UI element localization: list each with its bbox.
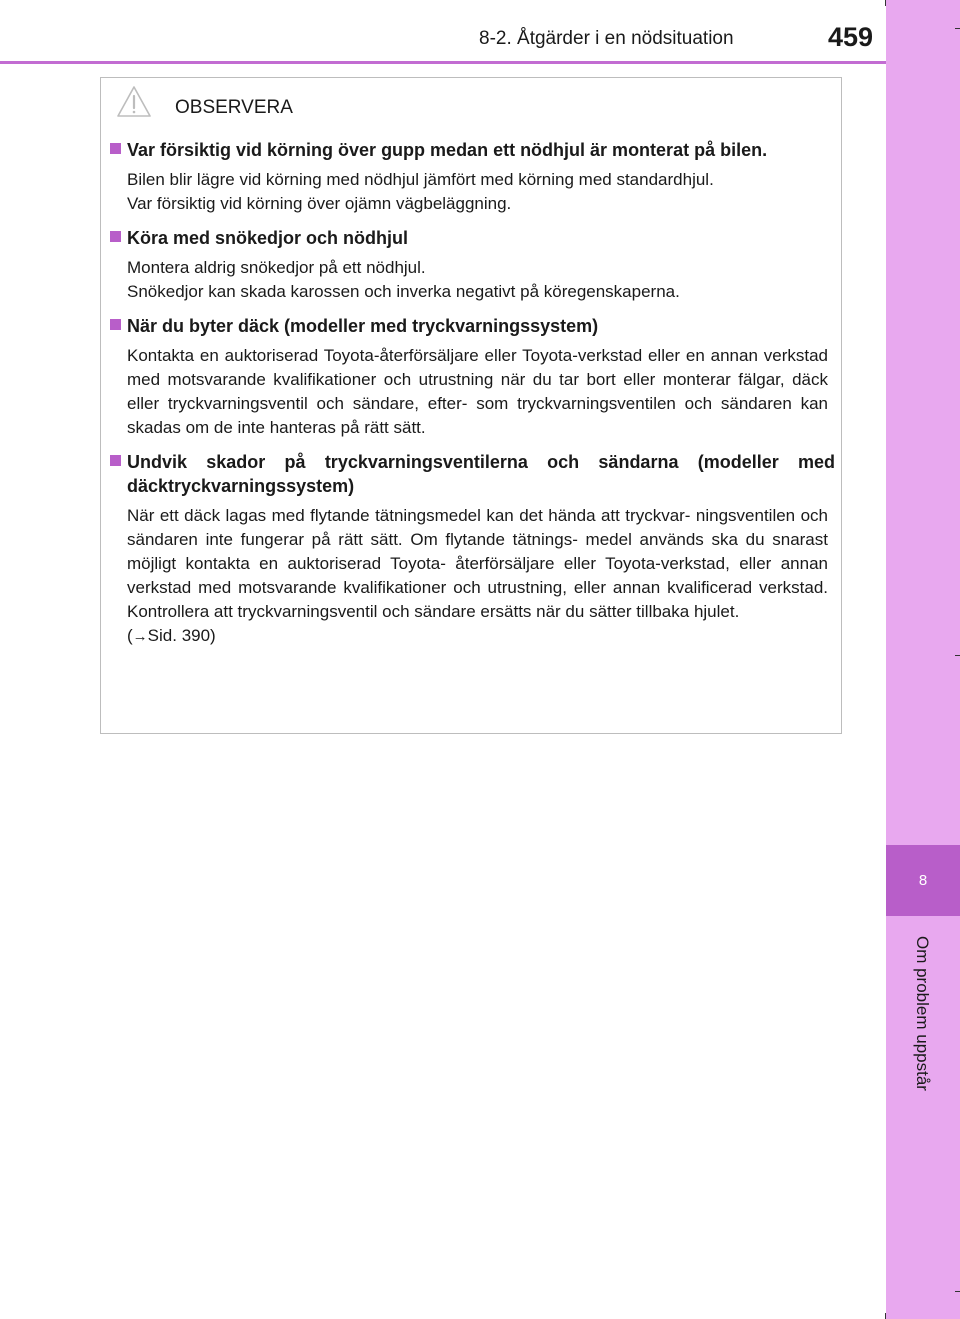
caution-item (101, 450, 843, 649)
bullet-square-icon (110, 319, 121, 330)
header-rule (0, 61, 886, 64)
warning-triangle-icon (116, 85, 152, 119)
page-reference (127, 624, 828, 649)
caution-item-paragraph: När ett däck lagas med flytande tätningsmedel kan det hända att tryckvar- ningsventilen och sändaren inte fungerar på rätt sätt. Om flytande tätnings- medel används ska du snarast möjligt kontakta en auktoriserad Toyota- återförsäljare eller Toyota-verkstad, eller annan verkstad med motsvarande kvalifikationer och utrustning, eller annan kvalificerad verkstad. Kontrollera att tryckvarningsventil och sändare ersätts när du sätter tillbaka hjulet. (127, 506, 828, 621)
crop-mark (885, 0, 886, 6)
crop-mark (885, 1313, 886, 1319)
chapter-side-tab (886, 0, 960, 1319)
caution-item-text: Kontakta en auktoriserad Toyota-återförsäljare eller Toyota-verkstad eller en annan verkstad med motsvarande kvalifikationer och utrustning när du tar bort eller monterar fälgar, däck eller tryckvarningsventil och sändare, efter- som tryckvarningsventilen och sändaren kan skadas om de inte hanteras på rätt sätt. (127, 346, 828, 437)
reference-open-paren: ( (127, 626, 133, 645)
chapter-title: Om problem uppstår (913, 936, 932, 1091)
caution-item-text (127, 168, 828, 216)
text-line: Bilen blir lägre vid körning med nödhjul jämfört med körning med standardhjul. (127, 170, 714, 189)
page-number: 459 (828, 22, 874, 52)
caution-box (100, 77, 842, 734)
text-line: Var försiktig vid körning över ojämn vägbeläggning. (127, 194, 512, 213)
chapter-number: 8 (886, 845, 960, 916)
text-line: Montera aldrig snökedjor på ett nödhjul. (127, 258, 426, 277)
bullet-square-icon (110, 143, 121, 154)
caution-body (101, 138, 843, 659)
caution-item (101, 226, 843, 304)
caution-item (101, 314, 843, 440)
text-line: Snökedjor kan skada karossen och inverka negativt på köregenskaperna. (127, 282, 680, 301)
crop-mark (955, 655, 960, 656)
crop-mark (955, 1291, 960, 1292)
chapter-title-tab (886, 916, 960, 1176)
caution-item (101, 138, 843, 216)
running-head: 8-2. Åtgärder i en nödsituation (479, 28, 734, 49)
caution-item-heading: Köra med snökedjor och nödhjul (127, 228, 409, 248)
caution-label: OBSERVERA (175, 97, 293, 118)
bullet-square-icon (110, 231, 121, 242)
arrow-right-icon: → (132, 628, 148, 645)
crop-mark (955, 28, 960, 29)
caution-item-heading: Var försiktig vid körning över gupp medan ett nödhjul är monterat på bilen. (127, 140, 768, 160)
caution-item-heading: När du byter däck (modeller med tryckvarningssystem) (127, 316, 599, 336)
caution-item-text (127, 504, 828, 649)
caution-item-text (127, 256, 828, 304)
bullet-square-icon (110, 455, 121, 466)
reference-page-link[interactable]: Sid. 390) (147, 626, 216, 645)
caution-item-heading: Undvik skador på tryckvarningsventilerna och sändarna (modeller med däcktryckvarningssystem) (127, 452, 835, 496)
